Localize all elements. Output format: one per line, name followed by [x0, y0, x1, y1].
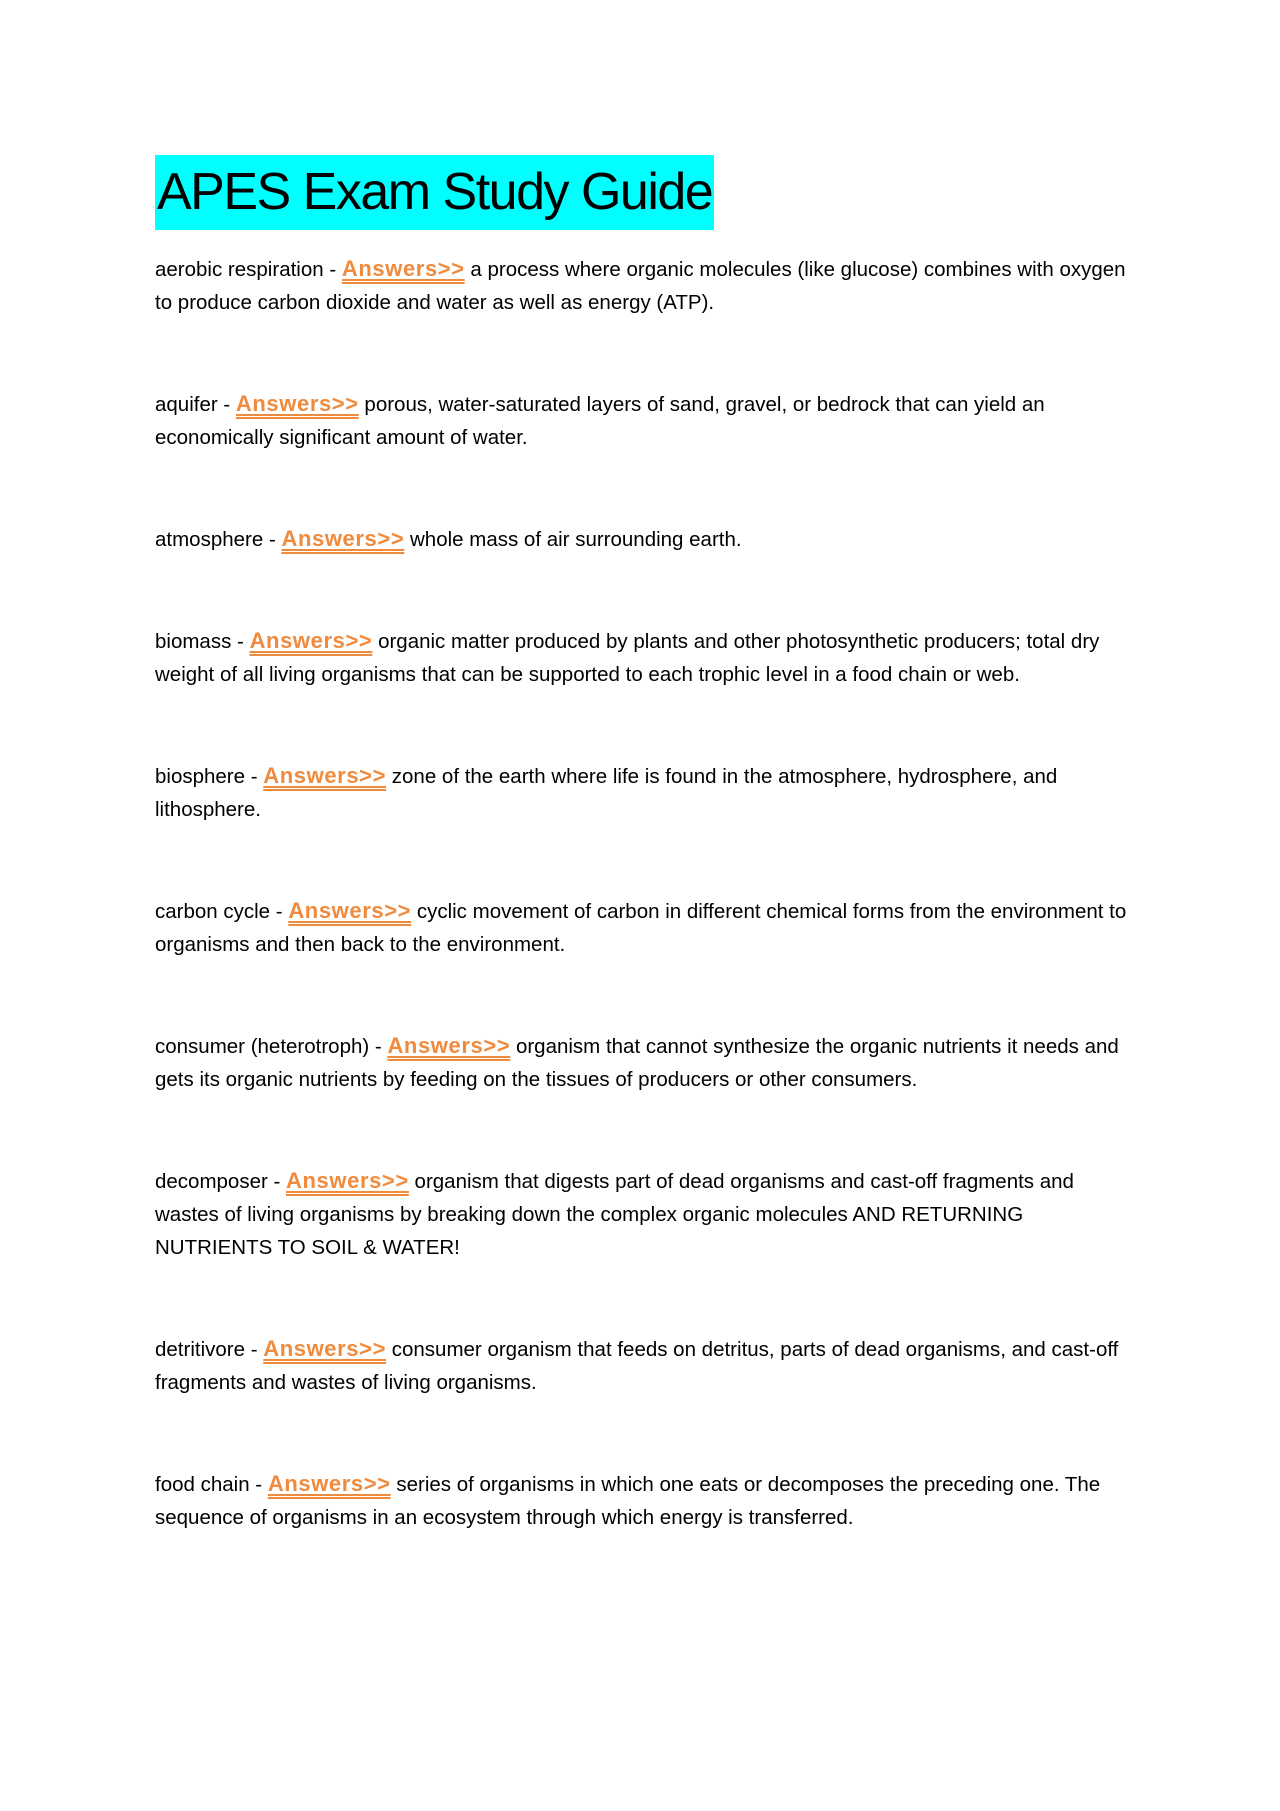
entry-term: carbon cycle -	[155, 900, 289, 923]
entry-term: aerobic respiration -	[155, 258, 342, 281]
answers-link[interactable]: Answers>>	[341, 256, 465, 281]
entry-definition: cyclic movement of carbon in different chemical forms from the environment to organisms and then back to the environment.	[155, 900, 1127, 956]
glossary-list	[155, 252, 1135, 1534]
entry-definition: porous, water-saturated layers of sand, gravel, or bedrock that can yield an economically significant amount of water.	[155, 393, 1045, 449]
entry-term: food chain -	[155, 1473, 268, 1496]
entry-term: decomposer -	[155, 1170, 287, 1193]
entry-term: biosphere -	[155, 765, 264, 788]
glossary-entry	[155, 522, 1135, 556]
entry-definition: whole mass of air surrounding earth.	[404, 528, 742, 551]
answers-link[interactable]: Answers>>	[263, 763, 387, 788]
glossary-entry	[155, 387, 1135, 454]
entry-definition: consumer organism that feeds on detritus, parts of dead organisms, and cast-off fragments and wastes of living organisms.	[155, 1338, 1119, 1394]
answers-link[interactable]: Answers>>	[249, 628, 373, 653]
glossary-entry	[155, 894, 1135, 961]
glossary-entry	[155, 1332, 1135, 1399]
glossary-entry	[155, 1164, 1135, 1264]
glossary-entry	[155, 624, 1135, 691]
entry-definition: organism that digests part of dead organisms and cast-off fragments and wastes of living organisms by breaking down the complex organic molecules AND RETURNING NUTRIENTS TO SOIL & WATER!	[155, 1170, 1074, 1259]
entry-term: atmosphere -	[155, 528, 282, 551]
entry-definition: organism that cannot synthesize the organic nutrients it needs and gets its organic nutrients by feeding on the tissues of producers or other consumers.	[155, 1035, 1119, 1091]
entry-term: biomass -	[155, 630, 250, 653]
page-title: APES Exam Study Guide	[155, 155, 714, 230]
answers-link[interactable]: Answers>>	[288, 898, 412, 923]
entry-definition: a process where organic molecules (like glucose) combines with oxygen to produce carbon dioxide and water as well as energy (ATP).	[155, 258, 1126, 314]
answers-link[interactable]: Answers>>	[281, 526, 405, 551]
glossary-entry	[155, 759, 1135, 826]
entry-term: consumer (heterotroph) -	[155, 1035, 388, 1058]
answers-link[interactable]: Answers>>	[263, 1336, 387, 1361]
entry-definition: series of organisms in which one eats or decomposes the preceding one. The sequence of organisms in an ecosystem through which energy is transferred.	[155, 1473, 1101, 1529]
glossary-entry	[155, 1467, 1135, 1534]
answers-link[interactable]: Answers>>	[387, 1033, 511, 1058]
glossary-entry	[155, 1029, 1135, 1096]
glossary-entry	[155, 252, 1135, 319]
entry-definition: zone of the earth where life is found in the atmosphere, hydrosphere, and lithosphere.	[155, 765, 1058, 821]
answers-link[interactable]: Answers>>	[235, 391, 359, 416]
answers-link[interactable]: Answers>>	[267, 1471, 391, 1496]
answers-link[interactable]: Answers>>	[286, 1168, 409, 1193]
entry-term: detritivore -	[155, 1338, 264, 1361]
entry-definition: organic matter produced by plants and other photosynthetic producers; total dry weight of all living organisms that can be supported to each trophic level in a food chain or web.	[155, 630, 1100, 686]
entry-term: aquifer -	[155, 393, 236, 416]
